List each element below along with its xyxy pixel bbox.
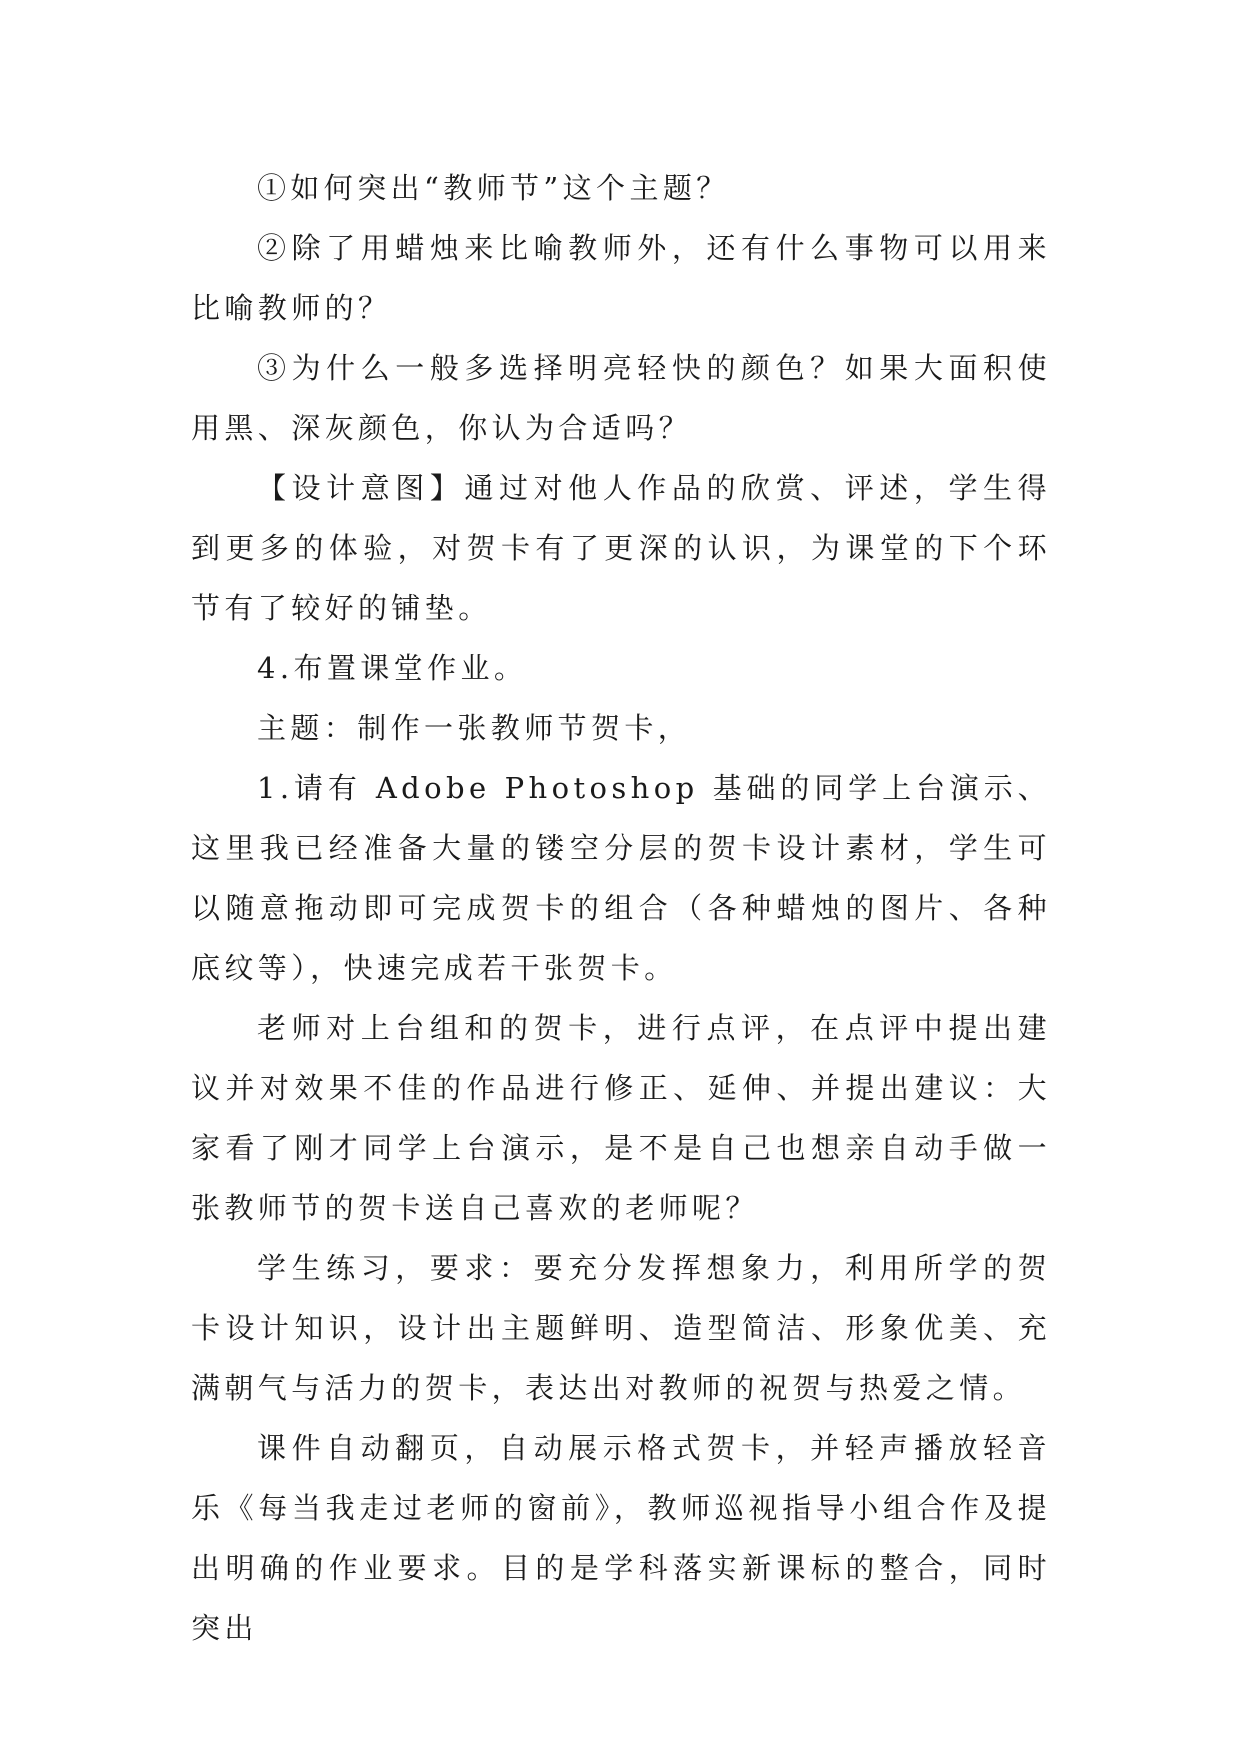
question-3: ③为什么一般多选择明亮轻快的颜色？如果大面积使用黑、深灰颜色，你认为合适吗？ bbox=[191, 351, 1051, 445]
document-body bbox=[191, 158, 1051, 1658]
assignment-heading: 4.布置课堂作业。 bbox=[257, 651, 528, 685]
theme-line: 主题：制作一张教师节贺卡， bbox=[257, 711, 692, 745]
courseware-paragraph: 课件自动翻页，自动展示格式贺卡，并轻声播放轻音乐《每当我走过老师的窗前》，教师巡视指导小组合作及提出明确的作业要求。目的是学科落实新课标的整合，同时突出 bbox=[191, 1431, 1051, 1645]
question-1: ①如何突出“教师节”这个主题？ bbox=[257, 171, 730, 205]
question-2: ②除了用蜡烛来比喻教师外，还有什么事物可以用来比喻教师的？ bbox=[191, 231, 1051, 325]
design-intent-paragraph: 【设计意图】通过对他人作品的欣赏、评述，学生得到更多的体验，对贺卡有了更深的认识，为课堂的下个环节有了较好的铺垫。 bbox=[191, 471, 1051, 625]
student-practice-paragraph: 学生练习，要求：要充分发挥想象力，利用所学的贺卡设计知识，设计出主题鲜明、造型简洁、形象优美、充满朝气与活力的贺卡，表达出对教师的祝贺与热爱之情。 bbox=[191, 1251, 1051, 1405]
teacher-review-paragraph: 老师对上台组和的贺卡，进行点评，在点评中提出建议并对效果不佳的作品进行修正、延伸、并提出建议：大家看了刚才同学上台演示，是不是自己也想亲自动手做一张教师节的贺卡送自己喜欢的老师呢？ bbox=[191, 1011, 1051, 1225]
photoshop-demo-paragraph: 1.请有 Adobe Photoshop 基础的同学上台演示、这里我已经准备大量的镂空分层的贺卡设计素材，学生可以随意拖动即可完成贺卡的组合（各种蜡烛的图片、各种底纹等），快速完成若干张贺卡。 bbox=[191, 771, 1051, 985]
